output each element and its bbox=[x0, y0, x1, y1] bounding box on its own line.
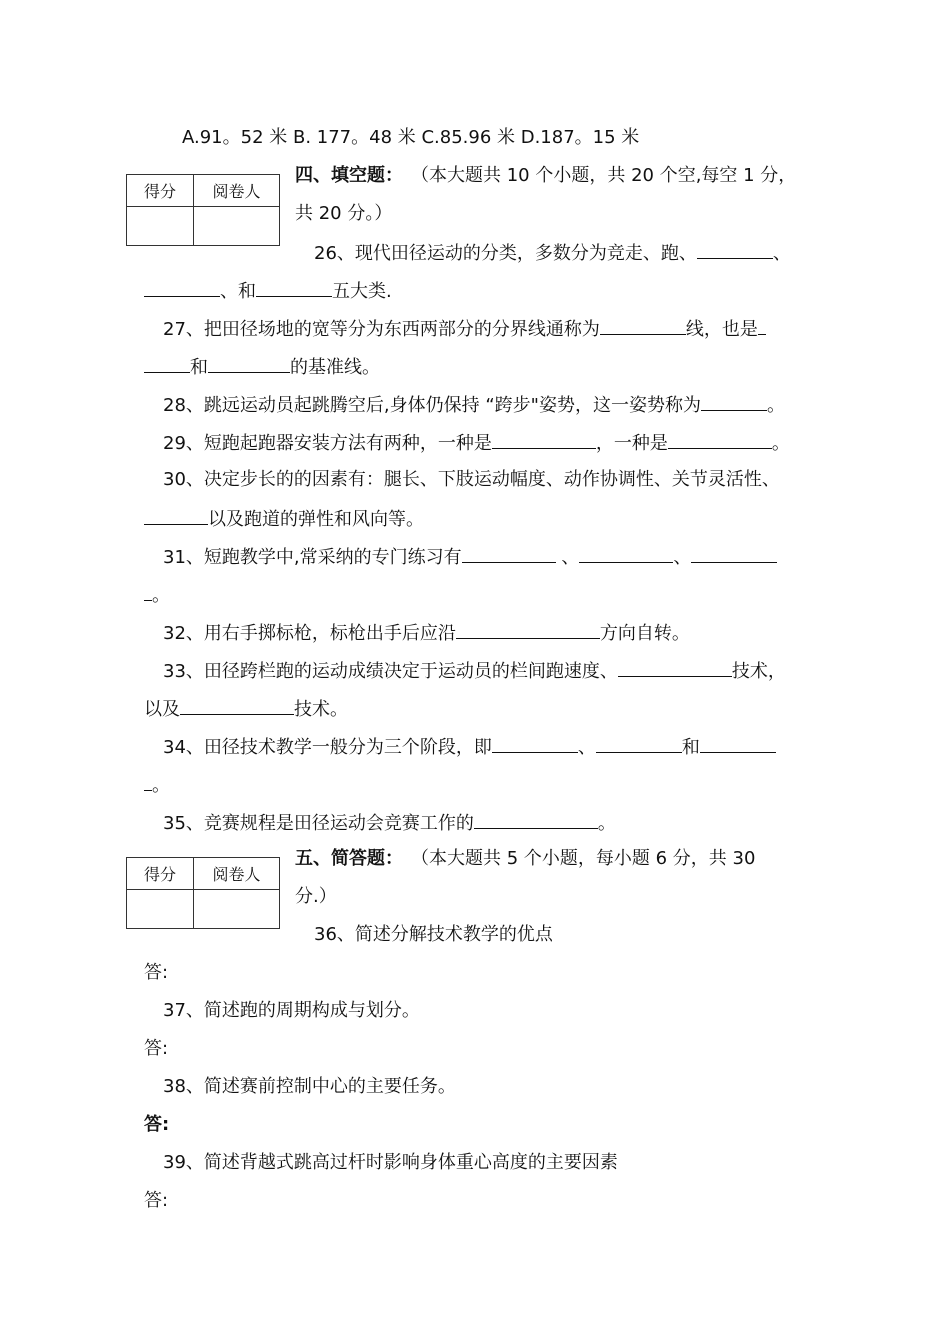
blank-33-1[interactable] bbox=[618, 658, 732, 677]
score-label: 得分 bbox=[127, 175, 194, 207]
section5-heading: 五、简答题： bbox=[295, 848, 403, 869]
blank-31-1[interactable] bbox=[462, 544, 556, 563]
section4-note: （本大题共 10 个小题，共 20 个空,每空 1 分， bbox=[411, 165, 797, 186]
blank-29-2[interactable] bbox=[668, 430, 772, 449]
question-31-line1 bbox=[163, 544, 777, 570]
question-28-end: 。 bbox=[766, 395, 785, 416]
grader-cell-2[interactable] bbox=[194, 890, 280, 929]
question-29-end: 。 bbox=[771, 433, 790, 454]
question-32-text: 32、用右手掷标枪，标枪出手后应沿 bbox=[163, 623, 456, 644]
question-26-text: 26、现代田径运动的分类，多数分为竞走、跑、 bbox=[314, 243, 697, 264]
question-34-text: 34、田径技术教学一般分为三个阶段，即 bbox=[163, 737, 492, 758]
question-34-line2 bbox=[144, 772, 170, 798]
score-label-2: 得分 bbox=[127, 858, 194, 890]
score-table-2 bbox=[126, 857, 280, 929]
score-cell[interactable] bbox=[127, 207, 194, 246]
blank-27-1[interactable] bbox=[600, 316, 686, 335]
question-29-mid: ，一种是 bbox=[595, 433, 668, 454]
question-27-text: 27、把田径场地的宽等分为东西两部分的分界线通称为 bbox=[163, 319, 600, 340]
question-31-sep2: 、 bbox=[673, 547, 692, 568]
question-39: 39、简述背越式跳高过杆时影响身体重心高度的主要因素 bbox=[163, 1152, 618, 1173]
question-38: 38、简述赛前控制中心的主要任务。 bbox=[163, 1076, 456, 1097]
question-31-end: 。 bbox=[152, 585, 170, 606]
score-cell-2[interactable] bbox=[127, 890, 194, 929]
blank-32-1[interactable] bbox=[456, 620, 600, 639]
answer-39-label: 答: bbox=[144, 1190, 169, 1211]
blank-30-1[interactable] bbox=[144, 506, 208, 525]
question-33-also: 以及 bbox=[144, 699, 180, 720]
blank-27-3[interactable] bbox=[208, 354, 290, 373]
question-35-text: 35、竞赛规程是田径运动会竞赛工作的 bbox=[163, 813, 474, 834]
section5-note: （本大题共 5 个小题，每小题 6 分，共 30 bbox=[411, 848, 756, 869]
question-36: 36、简述分解技术教学的优点 bbox=[314, 924, 553, 945]
blank-34-3b[interactable] bbox=[144, 772, 152, 791]
section4-heading-line bbox=[295, 164, 796, 188]
question-30-line2 bbox=[144, 506, 424, 532]
question-27-mid: 线，也是 bbox=[685, 319, 758, 340]
question-26-and: 、和 bbox=[220, 281, 256, 302]
question-30-end: 以及跑道的弹性和风向等。 bbox=[208, 509, 424, 530]
blank-26-3[interactable] bbox=[256, 278, 332, 297]
blank-34-3[interactable] bbox=[700, 734, 776, 753]
question-27-line2 bbox=[144, 354, 380, 380]
question-29 bbox=[163, 430, 790, 456]
blank-27-2a[interactable] bbox=[758, 316, 766, 335]
grader-label: 阅卷人 bbox=[194, 175, 280, 207]
question-31-sep1: 、 bbox=[555, 547, 580, 568]
blank-29-1[interactable] bbox=[492, 430, 596, 449]
question-26-sep: 、 bbox=[772, 243, 791, 264]
question-37: 37、简述跑的周期构成与划分。 bbox=[163, 1000, 420, 1021]
blank-26-2[interactable] bbox=[144, 278, 220, 297]
blank-33-2[interactable] bbox=[180, 696, 294, 715]
blank-27-2b[interactable] bbox=[144, 354, 190, 373]
answer-37-label: 答: bbox=[144, 1038, 169, 1059]
question-28-text: 28、跳远运动员起跳腾空后,身体仍保持 “跨步"姿势，这一姿势称为 bbox=[163, 395, 701, 416]
question-27-end: 的基准线。 bbox=[290, 357, 380, 378]
question-26-line2 bbox=[144, 278, 392, 304]
blank-26-1[interactable] bbox=[697, 240, 773, 259]
question-33-end: 技术。 bbox=[294, 699, 348, 720]
blank-35-1[interactable] bbox=[474, 810, 598, 829]
answer-38-label: 答: bbox=[144, 1114, 170, 1135]
blank-31-2[interactable] bbox=[579, 544, 673, 563]
question-33-line1 bbox=[163, 658, 786, 684]
question-28 bbox=[163, 392, 785, 418]
options-line: A.91。52 米 B. 177。48 米 C.85.96 米 D.187。15 米 bbox=[182, 127, 640, 148]
question-35 bbox=[163, 810, 616, 836]
question-27-and: 和 bbox=[190, 357, 208, 378]
blank-31-3[interactable] bbox=[691, 544, 777, 563]
question-33-mid: 技术， bbox=[731, 661, 786, 682]
section4-heading: 四、填空题： bbox=[295, 165, 403, 186]
question-27-line1 bbox=[163, 316, 766, 342]
blank-28-1[interactable] bbox=[701, 392, 767, 411]
grader-label-2: 阅卷人 bbox=[194, 858, 280, 890]
question-31-text: 31、短跑教学中,常采纳的专门练习有 bbox=[163, 547, 462, 568]
blank-34-2[interactable] bbox=[596, 734, 682, 753]
question-34-end: 。 bbox=[152, 775, 170, 796]
question-33-text: 33、田径跨栏跑的运动成绩决定于运动员的栏间跑速度、 bbox=[163, 661, 618, 682]
question-30-line1: 30、决定步长的的因素有：腿长、下肢运动幅度、动作协调性、关节灵活性、 bbox=[163, 469, 780, 490]
blank-31-3b[interactable] bbox=[144, 582, 152, 601]
section5-note-cont: 分.） bbox=[295, 886, 337, 907]
section4-note-cont: 共 20 分。） bbox=[295, 203, 393, 224]
score-table bbox=[126, 174, 280, 246]
question-26-end: 五大类. bbox=[332, 281, 392, 302]
blank-34-1[interactable] bbox=[492, 734, 578, 753]
question-32 bbox=[163, 620, 690, 646]
grader-cell[interactable] bbox=[194, 207, 280, 246]
question-26-line1 bbox=[314, 240, 791, 266]
answer-36-label: 答: bbox=[144, 962, 169, 983]
section5-heading-line bbox=[295, 847, 755, 871]
question-31-line2 bbox=[144, 582, 170, 608]
question-32-end: 方向自转。 bbox=[599, 623, 690, 644]
question-34-and: 和 bbox=[681, 737, 700, 758]
question-29-text: 29、短跑起跑器安装方法有两种，一种是 bbox=[163, 433, 492, 454]
question-35-end: 。 bbox=[597, 813, 616, 834]
question-34-line1 bbox=[163, 734, 776, 760]
question-34-sep: 、 bbox=[577, 737, 596, 758]
question-33-line2 bbox=[144, 696, 348, 722]
